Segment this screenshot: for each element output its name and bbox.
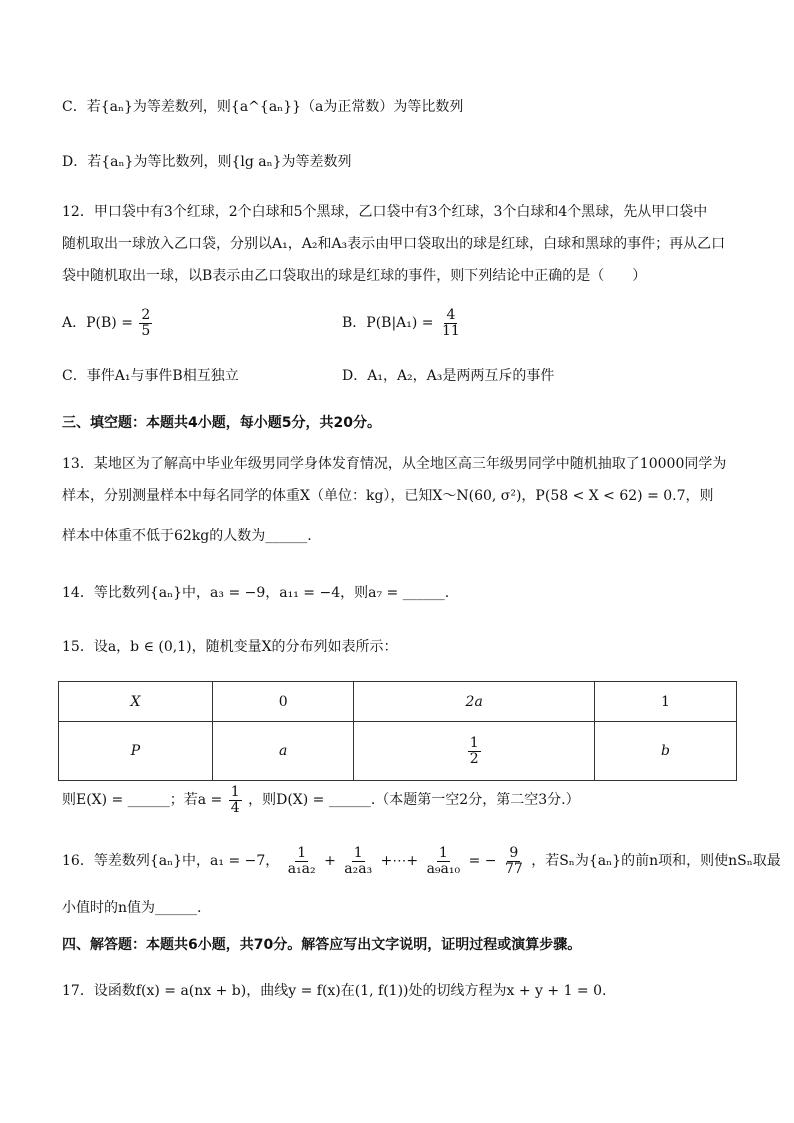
- q15-answer-line: [62, 783, 580, 817]
- table-row: [59, 682, 737, 722]
- half-fraction: [468, 736, 481, 767]
- q12-option-a: [62, 306, 154, 340]
- q12-option-c: C．事件A₁与事件B相互独立: [62, 368, 239, 384]
- table-row: [59, 722, 737, 781]
- q12-option-a-fraction: [139, 308, 152, 339]
- table-cell: 0: [212, 682, 353, 722]
- fraction-denominator: 4: [230, 799, 240, 816]
- fraction-numerator: 1: [438, 844, 448, 861]
- q12-text-line3: 袋中随机取出一球，以B表示由乙口袋取出的球是红球的事件，则下列结论中正确的是（ ）: [62, 268, 647, 284]
- q11-option-c: C．若{aₙ}为等差数列，则{a^{aₙ}}（a为正常数）为等比数列: [62, 99, 464, 115]
- distribution-table: [58, 681, 737, 781]
- fraction-denominator: 2: [469, 750, 479, 767]
- q16-part1: 16．等差数列{aₙ}中，a₁ = −7，: [62, 853, 280, 869]
- fraction-denominator: 5: [141, 322, 151, 339]
- fraction-denominator: 77: [504, 860, 523, 877]
- fraction-denominator: a₁a₂: [287, 860, 316, 877]
- fraction-numerator: 2: [141, 306, 151, 323]
- fraction-numerator: 9: [509, 844, 519, 861]
- equals-sign: = −: [468, 853, 497, 869]
- table-cell: a: [212, 722, 353, 781]
- fraction-denominator: a₉a₁₀: [426, 860, 461, 877]
- q16-fraction-3: [425, 846, 463, 877]
- table-cell: b: [594, 722, 736, 781]
- fraction-denominator: a₂a₃: [344, 860, 373, 877]
- q13-text-line2: 样本，分别测量样本中每名同学的体重X（单位：kg），已知X～N(60, σ²)，P(58 < X < 62) = 0.7，则: [62, 488, 714, 504]
- q15-quarter-fraction: [229, 785, 242, 816]
- q12-option-b-label: B．P(B|A₁) =: [342, 315, 434, 331]
- q16-text-line2: 小值时的n值为______.: [62, 900, 202, 916]
- q12-text-line2: 随机取出一球放入乙口袋，分别以A₁，A₂和A₃表示由甲口袋取出的球是红球，白球和黑球的事件；再从乙口: [62, 236, 726, 252]
- q16-fraction-1: [286, 846, 318, 877]
- q11-option-d: D．若{aₙ}为等比数列，则{lg aₙ}为等差数列: [62, 154, 352, 170]
- q12-option-a-label: A．P(B) =: [62, 315, 133, 331]
- q12-text-line1: 12．甲口袋中有3个红球，2个白球和5个黑球，乙口袋中有3个红球，3个白球和4个黑球，先从甲口袋中: [62, 204, 708, 220]
- section4-heading: 四、解答题：本题共6小题，共70分。解答应写出文字说明，证明过程或演算步骤。: [62, 937, 582, 953]
- q15-text-line1: 15．设a，b ∈ (0,1)，随机变量X的分布列如表所示：: [62, 639, 398, 655]
- plus-sign: +: [324, 853, 336, 869]
- q13-text-line1: 13．某地区为了解高中毕业年级男同学身体发育情况，从全地区高三年级男同学中随机抽取了10000同学为: [62, 456, 727, 472]
- fraction-numerator: 1: [353, 844, 363, 861]
- q17-text: 17．设函数f(x) = a(nx + b)，曲线y = f(x)在(1, f(1))处的切线方程为x + y + 1 = 0.: [62, 983, 607, 999]
- fraction-numerator: 4: [446, 306, 456, 323]
- q14-text: 14．等比数列{aₙ}中，a₃ = −9，a₁₁ = −4，则a₇ = ______.: [62, 585, 450, 601]
- q12-option-b-fraction: [440, 308, 462, 339]
- fraction-numerator: 1: [297, 844, 307, 861]
- fraction-numerator: 1: [230, 783, 240, 800]
- ellipsis-sum: +⋯+: [380, 853, 419, 869]
- fraction-denominator: 11: [442, 322, 460, 339]
- table-cell: X: [59, 682, 213, 722]
- table-cell: P: [59, 722, 213, 781]
- q15-answer-part1: 则E(X) = ______；若a =: [62, 792, 223, 808]
- q16-fraction-4: [503, 846, 525, 877]
- q15-answer-part2: ，则D(X) = ______.（本题第一空2分，第二空3分.）: [248, 792, 580, 808]
- q16-part2: ，若Sₙ为{aₙ}的前n项和，则使nSₙ取最: [531, 853, 781, 869]
- q12-option-d: D．A₁，A₂，A₃是两两互斥的事件: [342, 368, 555, 384]
- table-cell: 1: [594, 682, 736, 722]
- table-cell: 2a: [354, 682, 595, 722]
- q12-option-b: [342, 306, 464, 340]
- q16-fraction-2: [342, 846, 374, 877]
- q13-text-line3: 样本中体重不低于62kg的人数为______.: [62, 528, 312, 544]
- table-cell: [354, 722, 595, 781]
- q16-text-line1: [62, 842, 781, 880]
- fraction-numerator: 1: [469, 734, 479, 751]
- section3-heading: 三、填空题：本题共4小题，每小题5分，共20分。: [62, 415, 381, 431]
